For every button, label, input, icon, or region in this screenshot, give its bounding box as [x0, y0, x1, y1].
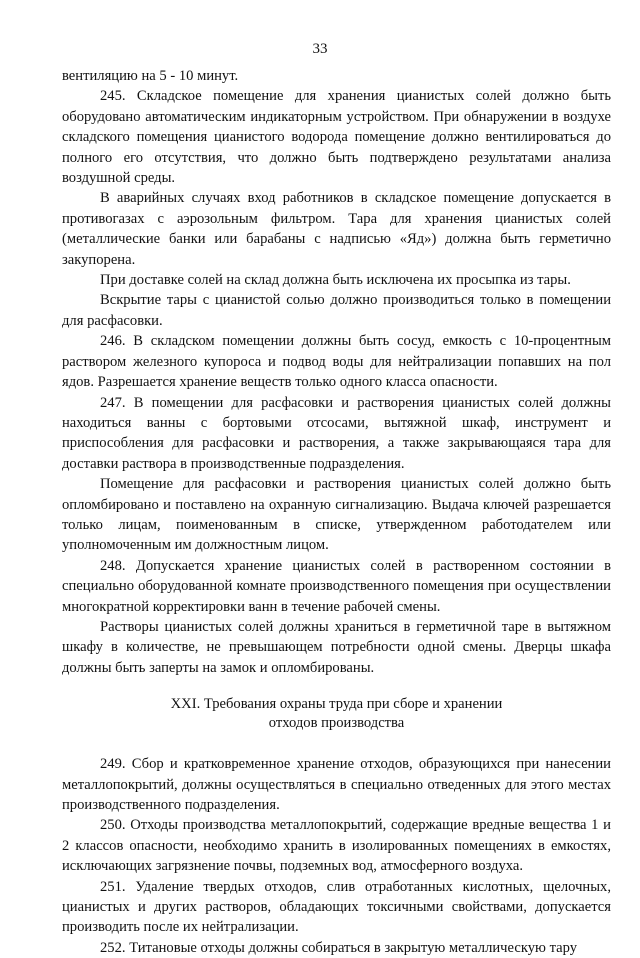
paragraph: 247. В помещении для расфасовки и растворения цианистых солей должны находиться ванны с бортовыми отсосами, вытяжной шкаф, инструмент и приспособления для расфасовки и растворения, а также закрывающаяся тара для доставки раствора в производственные подразделения.: [62, 394, 611, 472]
paragraph: При доставке солей на склад должна быть исключена их просыпка из тары.: [100, 272, 571, 289]
paragraph: 245. Складское помещение для хранения цианистых солей должно быть оборудовано автоматическим индикаторным устройством. При обнаружении в воздухе складского помещения цианистого водорода помещение должно вентилироваться до полного его отсутствия, что должно быть подтверждено результатами анализа воздушной среды.: [62, 88, 611, 187]
paragraph: Помещение для расфасовки и растворения цианистых солей должно быть опломбировано и поставлено на охранную сигнализацию. Выдача ключей разрешается только лицам, поименованным в списке, утвержденном работодателем или уполномоченным им должностным лицом.: [62, 476, 611, 554]
paragraphs-before: [62, 66, 611, 678]
paragraph: 249. Сбор и кратковременное хранение отходов, образующихся при нанесении металлопокрытий, должны осуществляться в специально отведенных для этого местах производственного подразделения.: [62, 756, 611, 813]
paragraphs-after: [62, 754, 611, 958]
section-heading: [62, 695, 611, 733]
section-heading-line-1: XXI. Требования охраны труда при сборе и хранении: [170, 696, 503, 713]
paragraph: 248. Допускается хранение цианистых солей в растворенном состоянии в специально оборудованной комнате производственного помещения при осуществлении многократной корректировки ванн в течение рабочей смены.: [62, 557, 611, 615]
paragraph: В аварийных случаях вход работников в складское помещение допускается в противогазах с аэрозольным фильтром. Тара для хранения цианистых солей (металлические банки или барабаны с надписью «Яд») должна быть герметично закупорена.: [62, 190, 611, 268]
paragraph: Растворы цианистых солей должны храниться в герметичной таре в вытяжном шкафу в количестве, не превышающем потребности одной смены. Дверцы шкафа должны быть заперты на замок и опломбированы.: [62, 618, 611, 676]
section-heading-line-2: отходов производства: [268, 715, 405, 732]
paragraph: 251. Удаление твердых отходов, слив отработанных кислотных, щелочных, цианистых и других растворов, обладающих токсичными свойствами, допускается производить после их нейтрализации.: [62, 878, 611, 936]
paragraph: 246. В складском помещении должны быть сосуд, емкость с 10-процентным раствором железного купороса и подвод воды для нейтрализации попавших на пол ядов. Разрешается хранение веществ только одного класса опасности.: [62, 333, 611, 391]
paragraph: 252. Титановые отходы должны собираться в закрытую металлическую тару: [100, 939, 578, 956]
page-number: 33: [312, 41, 328, 57]
paragraph: 250. Отходы производства металлопокрытий, содержащие вредные вещества 1 и 2 классов опасности, необходимо хранить в изолированных помещениях в емкостях, исключающих загрязнение почвы, подземных вод, атмосферного воздуха.: [62, 817, 611, 875]
paragraph: вентиляцию на 5 - 10 минут.: [62, 68, 239, 84]
document-body: [62, 66, 611, 958]
paragraph: Вскрытие тары с цианистой солью должно производиться только в помещении для расфасовки.: [62, 292, 611, 329]
